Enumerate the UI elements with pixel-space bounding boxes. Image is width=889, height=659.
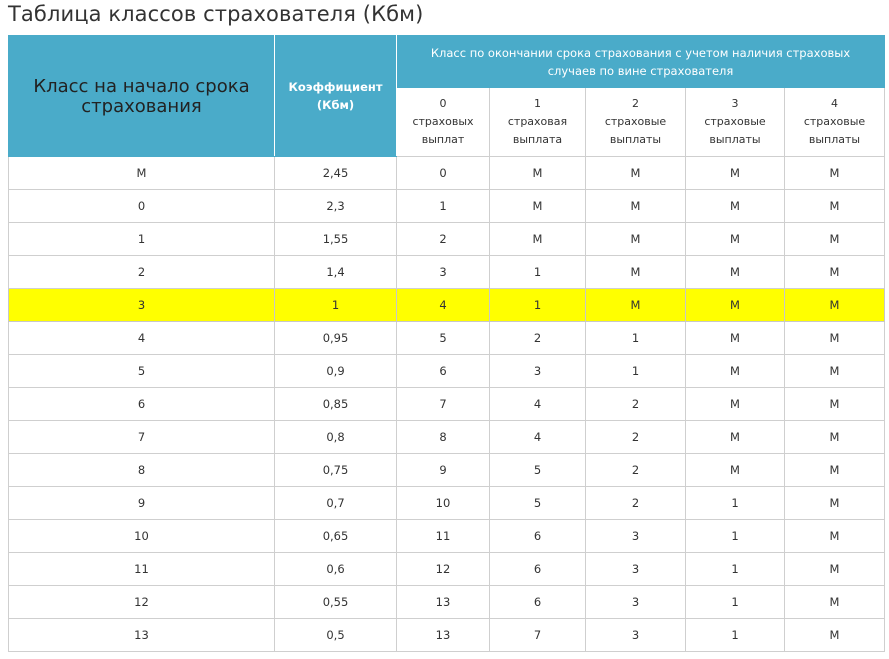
table-row	[9, 223, 885, 256]
table-row	[9, 487, 885, 520]
end-class-4-cell: М	[785, 157, 885, 190]
end-class-4-cell: М	[785, 520, 885, 553]
class-start-cell: 4	[9, 322, 275, 355]
table-row	[9, 355, 885, 388]
end-class-3-cell: М	[686, 421, 785, 454]
class-start-cell: 0	[9, 190, 275, 223]
coefficient-cell: 0,55	[275, 586, 397, 619]
end-class-1-cell: М	[490, 190, 586, 223]
class-start-cell: 8	[9, 454, 275, 487]
end-class-2-cell: 2	[586, 421, 686, 454]
class-start-cell: 11	[9, 553, 275, 586]
end-class-2-cell: 2	[586, 454, 686, 487]
end-class-2-cell: 3	[586, 586, 686, 619]
end-class-3-cell: М	[686, 289, 785, 322]
table-row	[9, 586, 885, 619]
end-class-4-cell: М	[785, 322, 885, 355]
class-start-cell: 6	[9, 388, 275, 421]
header-payout-0	[397, 88, 490, 157]
class-start-cell: М	[9, 157, 275, 190]
coefficient-cell: 0,95	[275, 322, 397, 355]
end-class-2-cell: 1	[586, 322, 686, 355]
coefficient-cell: 1,4	[275, 256, 397, 289]
end-class-3-cell: 1	[686, 487, 785, 520]
end-class-3-cell: М	[686, 223, 785, 256]
coefficient-cell: 0,85	[275, 388, 397, 421]
end-class-4-cell: М	[785, 289, 885, 322]
end-class-2-cell: 3	[586, 520, 686, 553]
end-class-2-cell: 2	[586, 487, 686, 520]
end-class-1-cell: 4	[490, 421, 586, 454]
end-class-2-cell: М	[586, 256, 686, 289]
end-class-0-cell: 13	[397, 586, 490, 619]
end-class-1-cell: 1	[490, 256, 586, 289]
table-row	[9, 322, 885, 355]
end-class-3-cell: 1	[686, 619, 785, 652]
class-start-cell: 1	[9, 223, 275, 256]
end-class-0-cell: 4	[397, 289, 490, 322]
payout-line2: выплата	[512, 133, 563, 146]
table-row	[9, 553, 885, 586]
end-class-4-cell: М	[785, 256, 885, 289]
end-class-0-cell: 5	[397, 322, 490, 355]
end-class-4-cell: М	[785, 421, 885, 454]
end-class-4-cell: М	[785, 619, 885, 652]
table-row	[9, 520, 885, 553]
end-class-0-cell: 11	[397, 520, 490, 553]
payout-line1: страховые	[604, 115, 667, 128]
end-class-2-cell: 3	[586, 553, 686, 586]
payout-line2: выплаты	[609, 133, 662, 146]
table-row	[9, 190, 885, 223]
end-class-3-cell: 1	[686, 553, 785, 586]
header-coefficient-line1: Коэффициент	[288, 80, 383, 94]
end-class-2-cell: 1	[586, 355, 686, 388]
end-class-4-cell: М	[785, 355, 885, 388]
payout-line2: выплат	[421, 133, 465, 146]
end-class-1-cell: 2	[490, 322, 586, 355]
payout-count: 2	[632, 97, 639, 110]
coefficient-cell: 1	[275, 289, 397, 322]
table-row	[9, 289, 885, 322]
table-row	[9, 619, 885, 652]
payout-line2: выплаты	[709, 133, 761, 146]
coefficient-cell: 0,5	[275, 619, 397, 652]
header-coefficient-line2: (Кбм)	[316, 98, 355, 112]
end-class-0-cell: 8	[397, 421, 490, 454]
table-row	[9, 421, 885, 454]
table-row	[9, 256, 885, 289]
coefficient-cell: 0,75	[275, 454, 397, 487]
end-class-4-cell: М	[785, 586, 885, 619]
end-class-1-cell: 6	[490, 520, 586, 553]
payout-line1: страховые	[704, 115, 766, 128]
end-class-1-cell: 4	[490, 388, 586, 421]
header-payout-1	[490, 88, 586, 157]
payout-line1: страховых	[412, 115, 474, 128]
end-class-1-cell: 1	[490, 289, 586, 322]
end-class-0-cell: 3	[397, 256, 490, 289]
end-class-4-cell: М	[785, 553, 885, 586]
end-class-3-cell: 1	[686, 586, 785, 619]
payout-line1: страховые	[803, 115, 866, 128]
end-class-3-cell: М	[686, 454, 785, 487]
end-class-0-cell: 7	[397, 388, 490, 421]
header-payout-2	[586, 88, 686, 157]
end-class-3-cell: М	[686, 190, 785, 223]
class-start-cell: 12	[9, 586, 275, 619]
end-class-3-cell: 1	[686, 520, 785, 553]
end-class-0-cell: 10	[397, 487, 490, 520]
end-class-3-cell: М	[686, 388, 785, 421]
end-class-0-cell: 12	[397, 553, 490, 586]
coefficient-cell: 2,45	[275, 157, 397, 190]
end-class-0-cell: 6	[397, 355, 490, 388]
end-class-1-cell: 3	[490, 355, 586, 388]
coefficient-cell: 0,9	[275, 355, 397, 388]
class-start-cell: 13	[9, 619, 275, 652]
header-payout-4	[785, 88, 885, 157]
end-class-4-cell: М	[785, 454, 885, 487]
class-start-cell: 9	[9, 487, 275, 520]
header-payout-3	[686, 88, 785, 157]
payout-count: 4	[831, 97, 838, 110]
end-class-3-cell: М	[686, 256, 785, 289]
coefficient-cell: 0,7	[275, 487, 397, 520]
end-class-1-cell: 6	[490, 553, 586, 586]
coefficient-cell: 0,8	[275, 421, 397, 454]
end-class-4-cell: М	[785, 487, 885, 520]
header-end-class-text: Класс по окончании срока страхования с учетом наличия страховых случаев по вине страхователя	[430, 45, 851, 78]
end-class-2-cell: М	[586, 223, 686, 256]
payout-count: 3	[731, 97, 739, 110]
class-start-cell: 3	[9, 289, 275, 322]
end-class-3-cell: М	[686, 322, 785, 355]
end-class-1-cell: 6	[490, 586, 586, 619]
end-class-4-cell: М	[785, 223, 885, 256]
end-class-1-cell: 5	[490, 487, 586, 520]
class-start-cell: 2	[9, 256, 275, 289]
class-start-cell: 7	[9, 421, 275, 454]
table-row	[9, 157, 885, 190]
bonus-malus-table	[8, 35, 885, 652]
end-class-3-cell: М	[686, 355, 785, 388]
end-class-4-cell: М	[785, 190, 885, 223]
end-class-0-cell: 13	[397, 619, 490, 652]
end-class-2-cell: 3	[586, 619, 686, 652]
end-class-0-cell: 2	[397, 223, 490, 256]
end-class-1-cell: 5	[490, 454, 586, 487]
payout-count: 1	[534, 97, 541, 110]
page-title: Таблица классов страхователя (Кбм)	[8, 2, 424, 26]
end-class-0-cell: 0	[397, 157, 490, 190]
end-class-2-cell: М	[586, 190, 686, 223]
end-class-1-cell: М	[490, 157, 586, 190]
table-body	[9, 157, 885, 652]
end-class-0-cell: 1	[397, 190, 490, 223]
end-class-0-cell: 9	[397, 454, 490, 487]
table-row	[9, 454, 885, 487]
end-class-1-cell: 7	[490, 619, 586, 652]
coefficient-cell: 1,55	[275, 223, 397, 256]
class-start-cell: 10	[9, 520, 275, 553]
end-class-1-cell: М	[490, 223, 586, 256]
payout-line1: страховая	[507, 115, 568, 128]
coefficient-cell: 2,3	[275, 190, 397, 223]
header-end-class-group	[397, 36, 885, 88]
end-class-2-cell: М	[586, 289, 686, 322]
end-class-3-cell: М	[686, 157, 785, 190]
class-start-cell: 5	[9, 355, 275, 388]
payout-line2: выплаты	[808, 133, 861, 146]
end-class-4-cell: М	[785, 388, 885, 421]
payout-count: 0	[439, 97, 447, 110]
coefficient-cell: 0,6	[275, 553, 397, 586]
header-coefficient	[275, 36, 397, 157]
end-class-2-cell: М	[586, 157, 686, 190]
end-class-2-cell: 2	[586, 388, 686, 421]
coefficient-cell: 0,65	[275, 520, 397, 553]
header-class-start: Класс на начало срока страхования	[9, 36, 275, 157]
table-row	[9, 388, 885, 421]
